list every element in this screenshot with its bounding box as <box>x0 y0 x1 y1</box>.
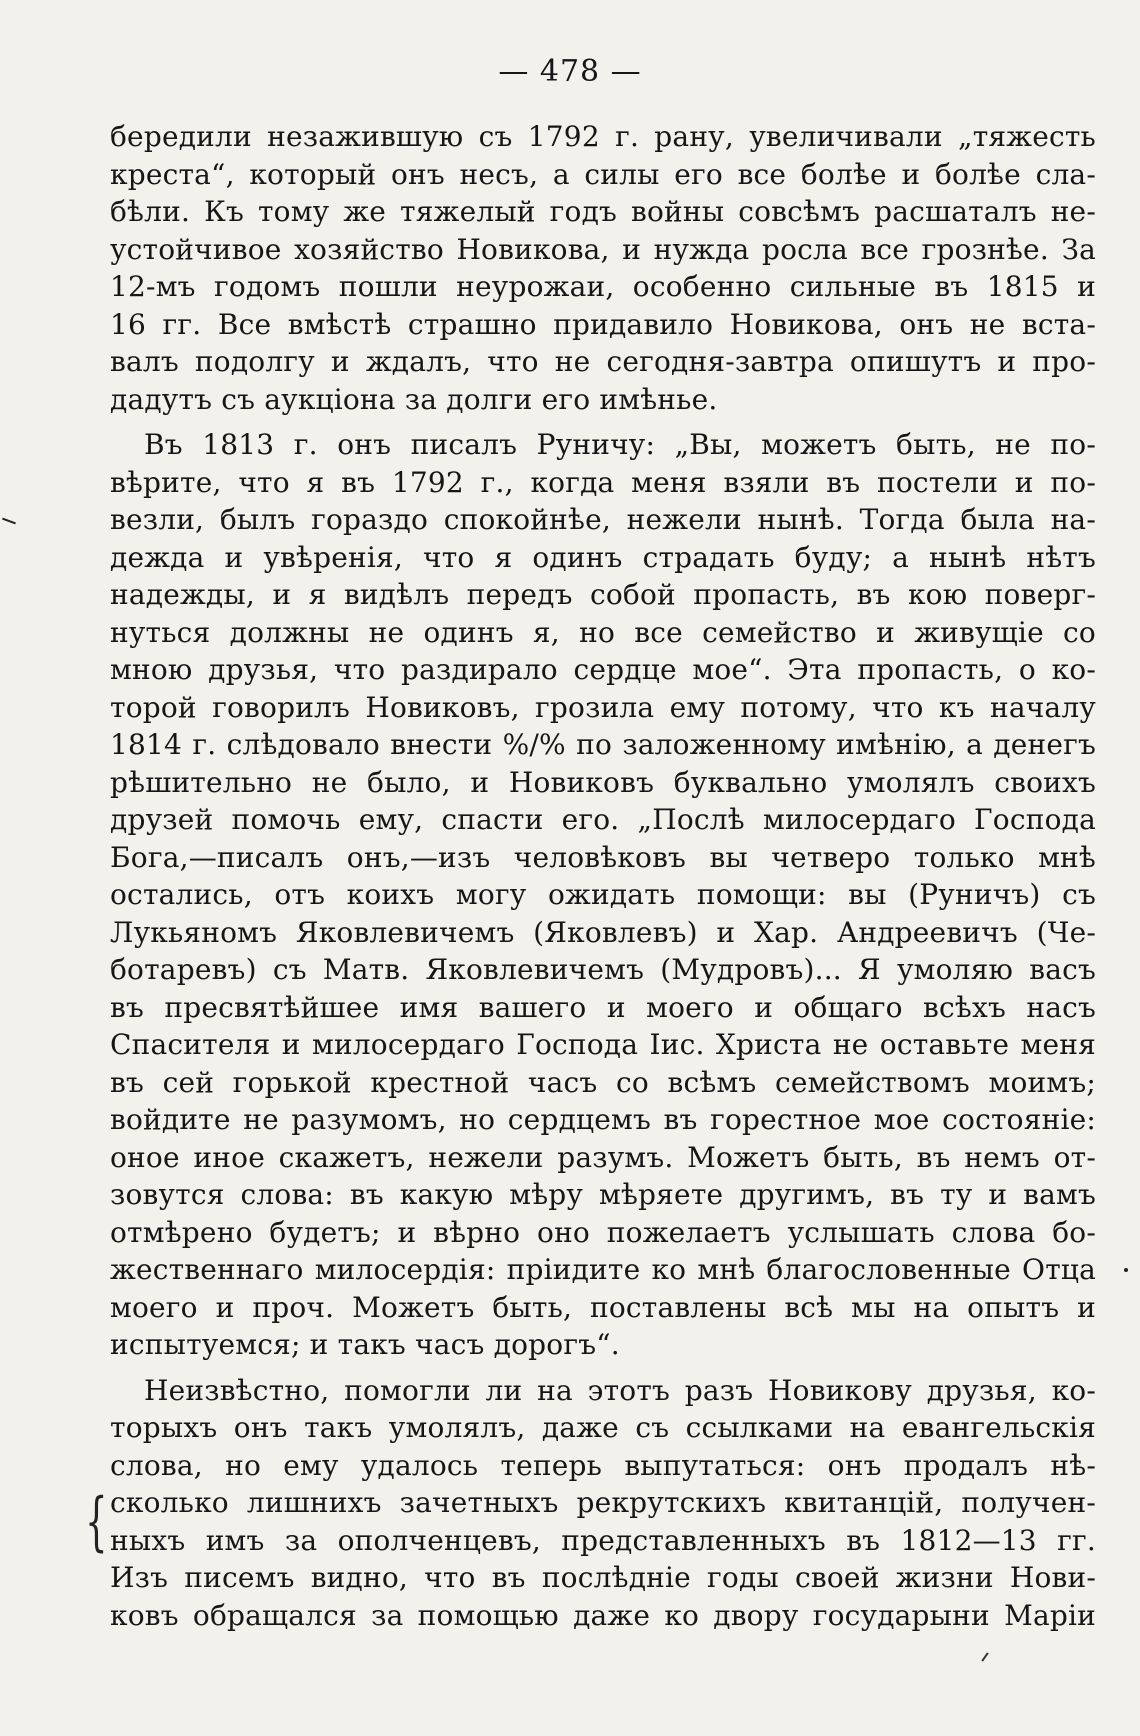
text-line: отмѣрено будетъ; и вѣрно оно пожелаетъ услышать слова бо- <box>110 1215 1096 1249</box>
text-line: Бога,—писалъ онъ,—изъ человѣковъ вы четверо только мнѣ <box>110 840 1096 874</box>
text-line: дежда и увѣренія, что я одинъ страдать буду; а нынѣ нѣтъ <box>110 540 1096 574</box>
text-line: Неизвѣстно, помогли ли на этотъ разъ Новикову друзья, ко- <box>144 1373 1096 1407</box>
text-line: моего и проч. Можетъ быть, поставлены всѣ мы на опытъ и <box>110 1290 1096 1324</box>
text-line: мною друзья, что раздирало сердце мое“. Эта пропасть, о ко- <box>110 653 1096 686</box>
text-line: валъ подолгу и ждалъ, что не сегодня-завтра опишутъ и про- <box>110 345 1096 378</box>
text-line: 1814 г. слѣдовало внести %/% по заложенному имѣнію, а денегъ <box>110 728 1096 761</box>
body-text <box>110 118 1096 1634</box>
text-line: торыхъ онъ такъ умолялъ, даже съ ссылками на евангельскія <box>110 1411 1096 1444</box>
paragraph-3 <box>110 1372 1096 1635</box>
text-line: бередили незажившую съ 1792 г. рану, увеличивали „тяжесть <box>110 120 1096 153</box>
paragraph-2 <box>110 426 1096 1364</box>
text-line: сколько лишнихъ зачетныхъ рекрутскихъ квитанцій, получен- <box>110 1486 1096 1519</box>
text-line: въ сей горькой крестной часъ со всѣмъ семействомъ моимъ; <box>110 1065 1096 1099</box>
text-line: 12-мъ годомъ пошли неурожаи, особенно сильные въ 1815 и <box>110 270 1096 303</box>
text-line: нуться должны не одинъ я, но все семейство и живущіе со <box>110 615 1096 649</box>
text-line: ботаревъ) съ Матв. Яковлевичемъ (Мудровъ)... Я умоляю васъ <box>110 953 1096 986</box>
text-line: слова, но ему удалось теперь выпутаться: онъ продалъ нѣ- <box>110 1448 1096 1482</box>
text-line: бѣли. Къ тому же тяжелый годъ войны совсѣмъ расшаталъ не- <box>110 195 1096 228</box>
text-line: везли, былъ гораздо спокойнѣе, нежели нынѣ. Тогда была на- <box>110 503 1096 536</box>
text-line: испытуемся; и такъ часъ дорогъ“. <box>110 1328 620 1361</box>
text-line: рѣшительно не было, и Новиковъ буквально умолялъ своихъ <box>110 765 1096 799</box>
text-line: ковъ обращался за помощью даже ко двору государыни Маріи <box>110 1598 1096 1632</box>
text-line: дадутъ съ аукціона за долги его имѣнье. <box>110 382 718 416</box>
text-line: жественнаго милосердія: пріидите ко мнѣ благословенные Отца <box>110 1253 1096 1286</box>
text-line: устойчивое хозяйство Новикова, и нужда росла все грознѣе. За <box>110 232 1096 266</box>
text-line: торой говорилъ Новиковъ, грозила ему потому, что къ началу <box>110 690 1096 724</box>
text-line: войдите не разумомъ, но сердцемъ въ горестное мое состояніе: <box>110 1103 1096 1136</box>
paragraph-1 <box>110 118 1096 418</box>
margin-dot-mark <box>1124 1268 1128 1272</box>
text-line: Спасителя и милосердаго Господа Іис. Христа не оставьте меня <box>110 1028 1096 1061</box>
text-line: друзей помочь ему, спасти его. „Послѣ милосердаго Господа <box>110 803 1096 836</box>
text-line: Лукьяномъ Яковлевичемъ (Яковлевъ) и Хар. Андреевичъ (Че- <box>110 915 1096 949</box>
text-line: креста“, который онъ несъ, а силы его все болѣе и болѣе сла- <box>110 157 1096 191</box>
text-line: оное иное скажетъ, нежели разумъ. Можетъ быть, въ немъ от- <box>110 1140 1096 1174</box>
margin-brace-mark: { <box>85 1485 108 1559</box>
text-line: остались, отъ коихъ могу ожидать помощи: вы (Руничъ) съ <box>110 878 1096 911</box>
text-line: 16 гг. Все вмѣстѣ страшно придавило Новикова, онъ не вста- <box>110 307 1096 341</box>
text-line: зовутся слова: въ какую мѣру мѣряете другимъ, въ ту и вамъ <box>110 1178 1096 1211</box>
text-line: вѣрите, что я въ 1792 г., когда меня взяли въ постели и по- <box>110 465 1096 499</box>
margin-dash-mark <box>2 518 16 525</box>
text-line: надежды, и я видѣлъ передъ собой пропасть, въ кою поверг- <box>110 578 1096 611</box>
text-line: въ пресвятѣйшее имя вашего и моего и общаго всѣхъ насъ <box>110 990 1096 1024</box>
text-line: Изъ писемъ видно, что въ послѣдніе годы своей жизни Нови- <box>110 1561 1096 1594</box>
text-line: ныхъ имъ за ополченцевъ, представленныхъ въ 1812—13 гг. <box>110 1523 1096 1557</box>
page-number: — 478 — <box>498 54 642 89</box>
margin-tick-mark <box>981 1652 988 1661</box>
text-line: Въ 1813 г. онъ писалъ Руничу: „Вы, можетъ быть, не по- <box>144 428 1096 461</box>
